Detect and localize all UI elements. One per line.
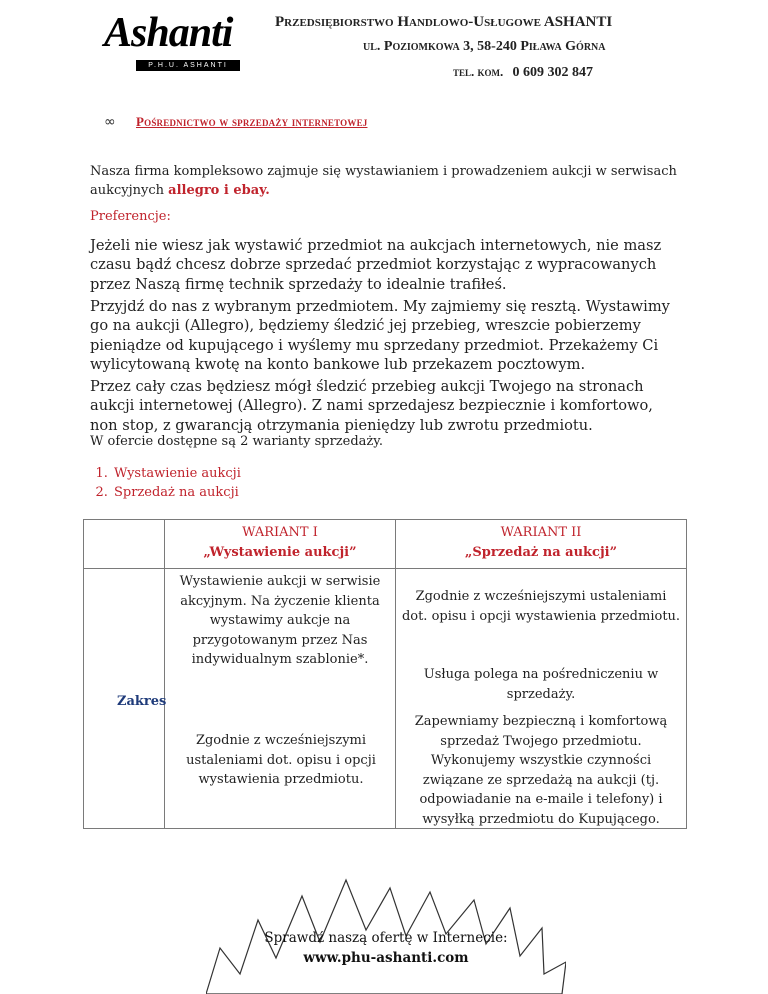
paragraph-1: Jeżeli nie wiesz jak wystawić przedmiot na aukcjach internetowych, nie masz czasu bądź chcesz dobrze sprzedać przedmiot korzystając z wypracowanych przez Naszą firmę technik sprzedaży to idealnie trafiłeś. (90, 237, 662, 293)
intro-highlight: allegro i ebay. (168, 183, 270, 198)
variant2-subtitle: „Sprzedaż na aukcji” (464, 545, 618, 560)
intro-text: Nasza firma kompleksowo zajmuje się wystawianiem i prowadzeniem aukcji w serwisach aukcyjnych (90, 164, 677, 198)
variant1-header (165, 523, 395, 563)
variants-list (90, 464, 241, 502)
company-address: ul. Poziomkowa 3, 58-240 Piława Górna (363, 39, 606, 54)
table-border-right (686, 519, 687, 829)
table-border-left (83, 519, 84, 829)
variants-table (83, 519, 687, 829)
variant1-subtitle: „Wystawienie aukcji” (203, 545, 357, 560)
variant2-header (396, 523, 686, 563)
variant2-details: Zapewniamy bezpieczną i komfortową sprzedaż Twojego przedmiotu. Wykonujemy wszystkie czynności związane ze sprzedażą na aukcji (tj. odpowiadanie na e-maile i telefony) i wysyłką przedmiotu do Kupującego. (414, 714, 668, 827)
variant2-description: Zgodnie z wcześniejszymi ustaleniami dot. opisu i opcji wystawienia przedmiotu. (401, 589, 681, 624)
company-phone-line (453, 64, 593, 81)
section-title: Pośrednictwo w sprzedaży internetowej (136, 114, 368, 129)
table-col-divider-2 (395, 519, 396, 829)
infinity-bullet-icon: ∞ (104, 114, 116, 130)
paragraph-3: Przez cały czas będziesz mógł śledzić przebieg aukcji Twojego na stronach aukcji internetowej (Allegro). Z nami sprzedajesz bezpiecznie i komfortowo, non stop, z gwarancją otrzymania pieniędzy lub zwrotu przedmiotu. (90, 378, 653, 434)
phone-number: 0 609 302 847 (512, 65, 594, 80)
offer-intro: W ofercie dostępne są 2 warianty sprzedaży. (90, 434, 384, 449)
variant1-details: Zgodnie z wcześniejszymi ustaleniami dot. opisu i opcji wystawienia przedmiotu. (186, 733, 376, 787)
logo-wordmark: Ashanti (104, 10, 233, 56)
variant2-name: WARIANT II (500, 525, 582, 540)
variant1-name: WARIANT I (242, 525, 318, 540)
website-callout (206, 878, 566, 994)
logo-subtitle: P.H.U. ASHANTI (148, 62, 228, 69)
callout-url-link[interactable]: www.phu-ashanti.com (303, 950, 469, 966)
company-logo (96, 4, 248, 84)
table-border-top (83, 519, 687, 520)
variant2-service: Usługa polega na pośredniczeniu w sprzedaży. (423, 667, 659, 702)
variants-list-item: 1. Wystawienie aukcji (112, 464, 241, 483)
phone-label: tel. kom. (453, 64, 504, 79)
company-name: Przedsiębiorstwo Handlowo-Usługowe ASHANTI (275, 14, 613, 30)
preferences-label: Preferencje: (90, 209, 171, 224)
callout-text: Sprawdź naszą ofertę w Internecie: (264, 930, 508, 946)
variant1-description: Wystawienie aukcji w serwisie akcyjnym. Na życzenie klienta wystawimy aukcje na przygotowanym przez Nas indywidualnym szablonie*. (179, 574, 381, 667)
paragraph-2: Przyjdź do nas z wybranym przedmiotem. My zajmiemy się resztą. Wystawimy go na aukcji (Allegro), będziemy śledzić jej przebieg, wreszcie pobierzemy pieniądze od kupującego i wyślemy mu sprzedany przedmiot. Przekażemy Ci wylicytowaną kwotę na konto bankowe lub przekazem pocztowym. (90, 298, 670, 374)
row-label-zakres: Zakres (117, 694, 167, 709)
table-col-divider-1 (164, 519, 165, 829)
variants-list-item: 2. Sprzedaż na aukcji (112, 483, 241, 502)
table-header-divider (83, 568, 687, 569)
intro-paragraph (90, 162, 680, 200)
